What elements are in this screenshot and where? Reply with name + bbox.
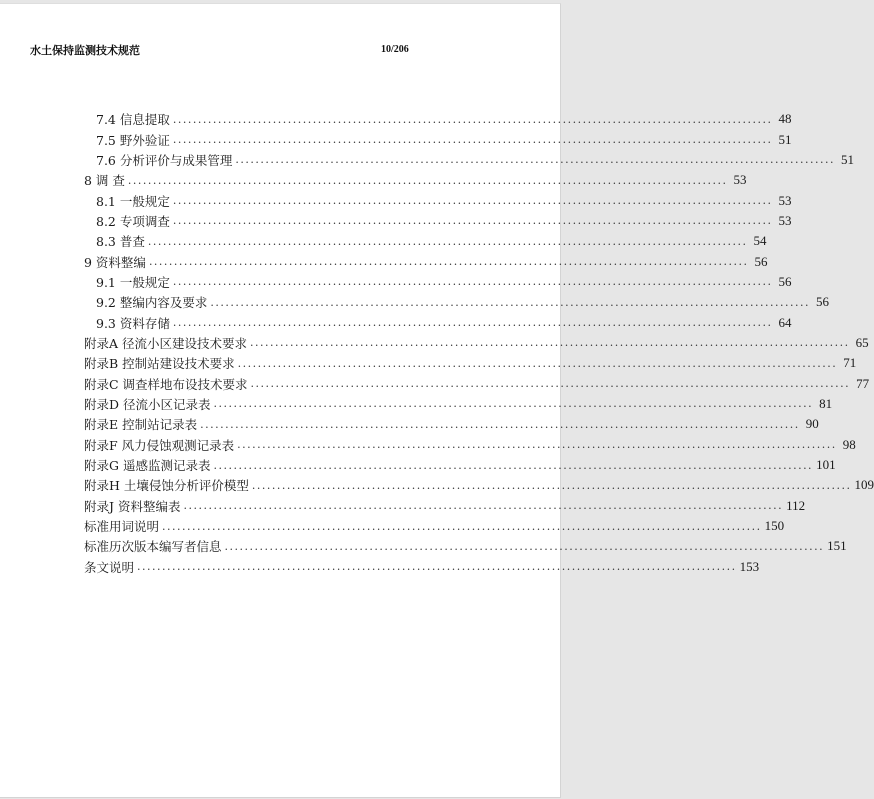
toc-dot-leader: ........................................................................................................................ [250, 336, 850, 350]
page-indicator: 10/206 [381, 44, 409, 55]
toc-entry-page: 90 [805, 416, 819, 432]
toc-entry-page: 77 [856, 375, 870, 391]
toc-entry-page: 56 [815, 294, 829, 310]
toc-entry[interactable] [84, 109, 792, 129]
toc-entry-page: 153 [739, 558, 760, 574]
toc-entry[interactable] [84, 211, 792, 231]
toc-entry[interactable] [84, 292, 829, 312]
toc-entry[interactable] [84, 231, 767, 251]
toc-entry-page: 150 [764, 518, 785, 534]
toc-entry[interactable] [84, 557, 760, 577]
toc-dot-leader: ........................................................................................................................ [224, 539, 825, 553]
toc-entry[interactable] [84, 394, 833, 414]
toc-entry-page: 109 [854, 477, 874, 493]
toc-entry[interactable] [84, 129, 792, 149]
toc-entry-page: 53 [778, 212, 792, 228]
toc-entry-label: 条文说明 [84, 559, 135, 575]
toc-entry[interactable] [84, 251, 768, 271]
toc-dot-leader: ........................................................................................................................ [237, 356, 838, 370]
toc-entry-page: 53 [778, 192, 792, 208]
toc-entry-page: 51 [778, 131, 792, 147]
toc-entry-label: 8 调 查 [84, 173, 125, 189]
toc-entry-page: 71 [843, 355, 857, 371]
toc-entry[interactable] [84, 333, 869, 353]
toc-entry-page: 81 [819, 395, 833, 411]
toc-entry-label: 9.2 整编内容及要求 [96, 295, 208, 311]
toc-entry-page: 48 [778, 111, 792, 127]
toc-entry-label: 7.5 野外验证 [96, 132, 170, 148]
toc-dot-leader: ........................................................................................................................ [210, 295, 810, 309]
toc-dot-leader: ........................................................................................................................ [148, 255, 749, 269]
toc-entry-page: 98 [842, 436, 856, 452]
toc-dot-leader: ........................................................................................................................ [237, 438, 837, 452]
document-page [0, 3, 874, 798]
toc-dot-leader: ........................................................................................................................ [250, 377, 851, 391]
toc-dot-leader: ........................................................................................................................ [172, 112, 773, 126]
toc-entry-label: 8.3 普查 [96, 234, 145, 250]
toc-entry-label: 附录E 控制站记录表 [84, 417, 198, 433]
toc-entry-label: 附录A 径流小区建设技术要求 [84, 335, 248, 351]
document-title: 水土保持监测技术规范 [30, 44, 140, 57]
toc-entry-label: 9.1 一般规定 [96, 274, 170, 290]
toc-dot-leader: ........................................................................................................................ [200, 417, 800, 431]
toc-dot-leader: ........................................................................................................................ [172, 316, 773, 330]
toc-dot-leader: ........................................................................................................................ [172, 214, 773, 228]
toc-entry-label: 标准用词说明 [84, 519, 160, 535]
toc-entry[interactable] [84, 536, 847, 556]
toc-entry-page: 54 [753, 233, 767, 249]
toc-entry[interactable] [84, 373, 870, 393]
toc-dot-leader: ........................................................................................................................ [172, 194, 773, 208]
toc-entry-label: 附录F 风力侵蚀观测记录表 [84, 437, 235, 453]
toc-entry-page: 101 [816, 457, 836, 473]
toc-entry-label: 7.4 信息提取 [96, 112, 170, 128]
toc-entry-label: 附录C 调查样地布设技术要求 [84, 376, 248, 392]
toc-entry[interactable] [84, 516, 785, 536]
toc-entry-label: 9 资料整编 [84, 254, 146, 270]
toc-entry[interactable] [84, 272, 792, 292]
toc-dot-leader: ........................................................................................................................ [172, 133, 773, 147]
toc-entry-label: 8.2 专项调查 [96, 213, 170, 229]
table-of-contents [84, 109, 874, 577]
toc-entry[interactable] [84, 190, 792, 210]
toc-entry-page: 51 [840, 151, 854, 167]
toc-entry-page: 151 [827, 538, 847, 554]
toc-entry-label: 附录G 遥感监测记录表 [84, 458, 211, 474]
toc-entry[interactable] [84, 353, 857, 373]
toc-entry[interactable] [84, 414, 819, 434]
toc-entry-label: 附录D 径流小区记录表 [84, 396, 211, 412]
toc-entry-page: 53 [733, 172, 747, 188]
toc-dot-leader: ........................................................................................................................ [251, 478, 852, 492]
toc-entry-page: 112 [786, 497, 806, 513]
toc-entry-label: 9.3 资料存储 [96, 315, 170, 331]
toc-entry-label: 标准历次版本编写者信息 [84, 539, 222, 555]
toc-entry[interactable] [84, 496, 806, 516]
toc-entry-label: 7.6 分析评价与成果管理 [96, 152, 233, 168]
toc-entry-label: 附录B 控制站建设技术要求 [84, 356, 235, 372]
toc-entry[interactable] [84, 455, 836, 475]
toc-dot-leader: ........................................................................................................................ [147, 234, 748, 248]
toc-entry-label: 8.1 一般规定 [96, 193, 170, 209]
toc-dot-leader: ........................................................................................................................ [213, 458, 814, 472]
toc-dot-leader: ........................................................................................................................ [213, 397, 814, 411]
toc-entry[interactable] [84, 475, 874, 495]
toc-entry-page: 56 [754, 253, 768, 269]
toc-entry[interactable] [84, 170, 747, 190]
toc-entry-page: 56 [778, 273, 792, 289]
toc-entry-page: 65 [855, 334, 869, 350]
toc-entry-label: 附录J 资料整编表 [84, 498, 181, 514]
toc-entry[interactable] [84, 435, 856, 455]
toc-entry[interactable] [84, 312, 792, 332]
toc-dot-leader: ........................................................................................................................ [162, 519, 762, 533]
toc-entry-page: 64 [778, 314, 792, 330]
toc-dot-leader: ........................................................................................................................ [172, 275, 773, 289]
toc-dot-leader: ........................................................................................................................ [137, 560, 737, 574]
toc-dot-leader: ........................................................................................................................ [183, 499, 784, 513]
toc-dot-leader: ........................................................................................................................ [127, 173, 728, 187]
toc-entry[interactable] [84, 150, 854, 170]
toc-entry-label: 附录H 土壤侵蚀分析评价模型 [84, 478, 249, 494]
toc-dot-leader: ........................................................................................................................ [235, 153, 835, 167]
